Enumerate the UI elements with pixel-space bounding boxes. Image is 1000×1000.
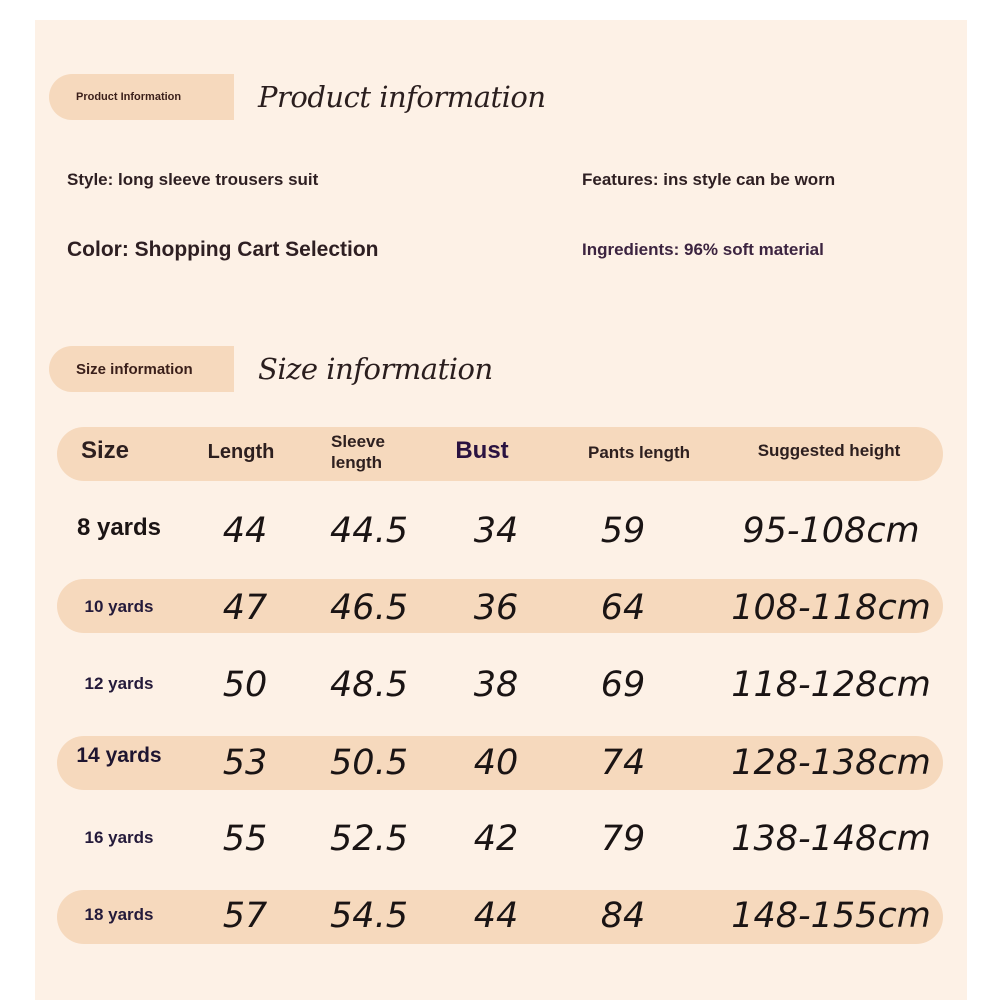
row-length-value: 44 — [222, 511, 268, 551]
row-bust-value: 38 — [473, 665, 519, 705]
row-pants-value: 74 — [600, 743, 646, 783]
row-length-value: 47 — [222, 588, 268, 628]
header-sleeve-line2: length — [331, 453, 383, 472]
product-info-heading: Product information — [258, 80, 546, 114]
header-sleeve-line1: Sleeve — [331, 432, 385, 451]
row-sleeve-value: 44.5 — [330, 511, 408, 551]
row-pants-value: 64 — [600, 588, 646, 628]
row-size-label: 8 yards — [76, 514, 162, 541]
row-length-value: 53 — [222, 743, 268, 783]
ingredients-text: Ingredients: 96% soft material — [582, 240, 824, 259]
header-sleeve-length — [331, 431, 385, 473]
product-info-tag — [49, 74, 234, 120]
row-height-value: 128-138cm — [731, 743, 931, 783]
row-sleeve-value: 54.5 — [330, 896, 408, 936]
row-height-value: 138-148cm — [731, 819, 931, 859]
size-info-tag-label: Size information — [76, 360, 193, 378]
row-length-value: 57 — [222, 896, 268, 936]
header-size: Size — [80, 437, 130, 464]
row-bust-value: 42 — [473, 819, 519, 859]
row-pants-value: 59 — [600, 511, 646, 551]
product-info-tag-label: Product Information — [76, 91, 182, 103]
row-height-value: 95-108cm — [742, 511, 920, 551]
header-suggested-height: Suggested height — [757, 441, 901, 460]
row-pants-value: 79 — [600, 819, 646, 859]
row-sleeve-value: 52.5 — [330, 819, 408, 859]
row-sleeve-value: 46.5 — [330, 588, 408, 628]
row-bust-value: 34 — [473, 511, 519, 551]
row-bust-value: 40 — [473, 743, 519, 783]
row-size-label: 14 yards — [76, 744, 162, 767]
row-size-label: 10 yards — [84, 597, 154, 616]
color-text: Color: Shopping Cart Selection — [67, 238, 379, 261]
row-height-value: 148-155cm — [731, 896, 931, 936]
row-size-label: 12 yards — [84, 674, 154, 693]
row-length-value: 55 — [222, 819, 268, 859]
row-sleeve-value: 48.5 — [330, 665, 408, 705]
size-info-heading: Size information — [258, 352, 493, 386]
size-info-tag — [49, 346, 234, 392]
features-text: Features: ins style can be worn — [582, 170, 836, 189]
row-sleeve-value: 50.5 — [330, 743, 408, 783]
style-text: Style: long sleeve trousers suit — [67, 170, 319, 189]
row-bust-value: 36 — [473, 588, 519, 628]
row-bust-value: 44 — [473, 896, 519, 936]
header-length: Length — [207, 441, 275, 463]
row-pants-value: 84 — [600, 896, 646, 936]
row-size-label: 16 yards — [84, 828, 154, 847]
row-height-value: 118-128cm — [731, 665, 931, 705]
row-length-value: 50 — [222, 665, 268, 705]
header-pants-length: Pants length — [587, 443, 691, 462]
row-pants-value: 69 — [600, 665, 646, 705]
row-height-value: 108-118cm — [731, 588, 931, 628]
header-bust: Bust — [455, 437, 509, 464]
row-size-label: 18 yards — [84, 905, 154, 924]
